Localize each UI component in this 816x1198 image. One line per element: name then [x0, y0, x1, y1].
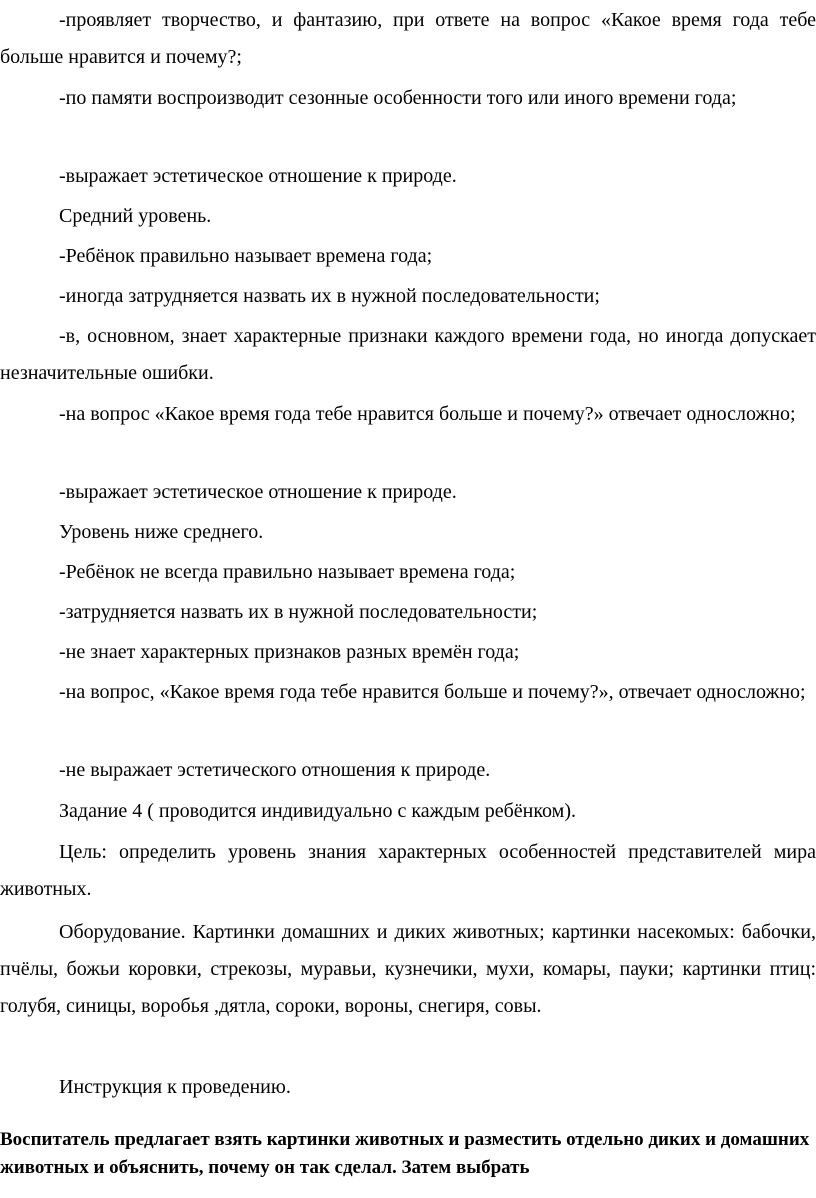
heading-below-medium-level: Уровень ниже среднего.: [59, 521, 264, 543]
paragraph-no-aesthetic: -не выражает эстетического отношения к природе.: [59, 759, 491, 781]
paragraph-not-always-names: -Ребёнок не всегда правильно называет времена года;: [59, 561, 516, 583]
paragraph-seasonal-memory: -по памяти воспроизводит сезонные особенности того или иного времени года;: [59, 87, 737, 109]
paragraph-goal: Цель: определить уровень знания характерных особенностей представителей мира животных.: [0, 841, 816, 900]
paragraph-answer-low: -на вопрос, «Какое время года тебе нравится больше и почему?», отвечает односложно;: [59, 681, 806, 703]
paragraph-signs-errors: -в, основном, знает характерные признаки каждого времени года, но иногда допускает незначительные ошибки.: [0, 325, 816, 384]
heading-instructions: Инструкция к проведению.: [59, 1076, 291, 1098]
paragraph-no-signs: -не знает характерных признаков разных времён года;: [59, 641, 520, 663]
paragraph-order-low: -затрудняется назвать их в нужной последовательности;: [59, 601, 538, 623]
paragraph-equipment: Оборудование. Картинки домашних и диких животных; картинки насекомых: бабочки, пчёлы, божьи коровки, стрекозы, муравьи, кузнечики, мухи, комары, пауки; картинки птиц: голубя, синицы, воробья ,дятла, сороки, вороны, снегиря, совы.: [0, 921, 816, 1017]
paragraph-order-difficulty: -иногда затрудняется назвать их в нужной последовательности;: [59, 285, 600, 307]
paragraph-names-seasons: -Ребёнок правильно называет времена года;: [59, 245, 433, 267]
paragraph-aesthetic-high: -выражает эстетическое отношение к природе.: [59, 165, 457, 187]
paragraph-creativity: -проявляет творчество, и фантазию, при ответе на вопрос «Какое время года тебе больше нравится и почему?;: [0, 9, 816, 68]
heading-medium-level: Средний уровень.: [59, 205, 212, 227]
paragraph-teacher-instructions: Воспитатель предлагает взять картинки животных и разместить отдельно диких и домашних животных и объяснить, почему он так сделал. Затем выбрать: [0, 1129, 810, 1178]
paragraph-answer-medium: -на вопрос «Какое время года тебе нравится больше и почему?» отвечает односложно;: [59, 403, 796, 425]
heading-task-4: Задание 4 ( проводится индивидуально с каждым ребёнком).: [59, 800, 576, 822]
paragraph-aesthetic-medium: -выражает эстетическое отношение к природе.: [59, 481, 457, 503]
